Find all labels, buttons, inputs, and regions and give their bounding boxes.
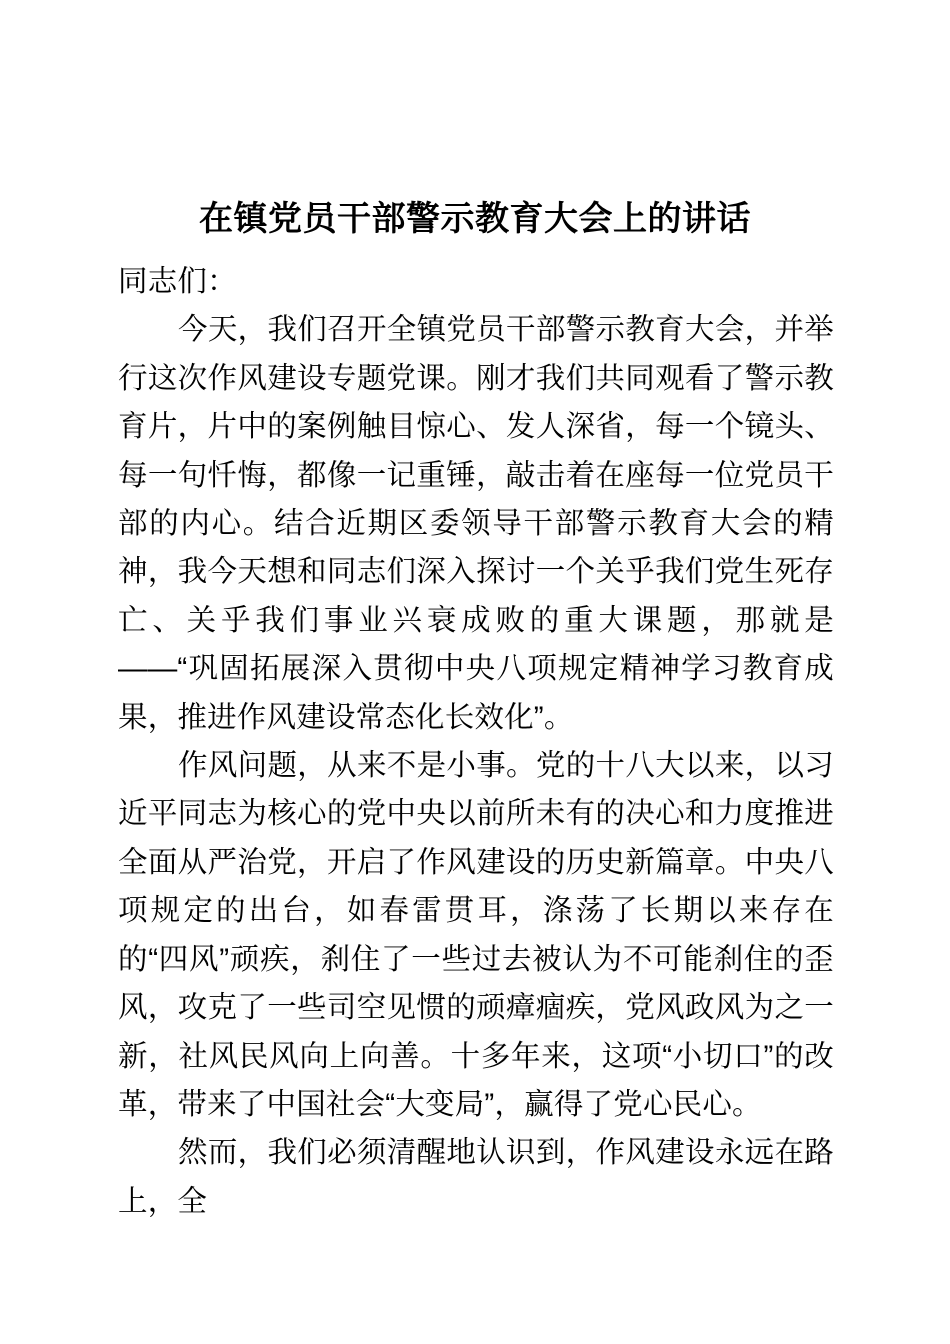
paragraph-3: 然而，我们必须清醒地认识到，作风建设永远在路上，全: [118, 1136, 834, 1218]
page-title: 在镇党员干部警示教育大会上的讲话: [199, 199, 751, 238]
document-body: [118, 258, 834, 1226]
paragraph-1: 今天，我们召开全镇党员干部警示教育大会，并举行这次作风建设专题党课。刚才我们共同观看了警示教育片，片中的案例触目惊心、发人深省，每一个镜头、每一句忏悔，都像一记重锤，敲击着在座每一位党员干部的内心。结合近期区委领导干部警示教育大会的精神，我今天想和同志们深入探讨一个关乎我们党生死存亡、关乎我们事业兴衰成败的重大课题，那就是——“巩固拓展深入贯彻中央八项规定精神学习教育成果，推进作风建设常态化长效化”。: [118, 313, 834, 734]
salutation-line: 同志们：: [118, 265, 237, 298]
paragraph-2: 作风问题，从来不是小事。党的十八大以来，以习近平同志为核心的党中央以前所未有的决心和力度推进全面从严治党，开启了作风建设的历史新篇章。中央八项规定的出台，如春雷贯耳，涤荡了长期以来存在的“四风”顽疾，刹住了一些过去被认为不可能刹住的歪风，攻克了一些司空见惯的顽瘴痼疾，党风政风为之一新，社风民风向上向善。十多年来，这项“小切口”的改革，带来了中国社会“大变局”，赢得了党心民心。: [118, 749, 834, 1121]
